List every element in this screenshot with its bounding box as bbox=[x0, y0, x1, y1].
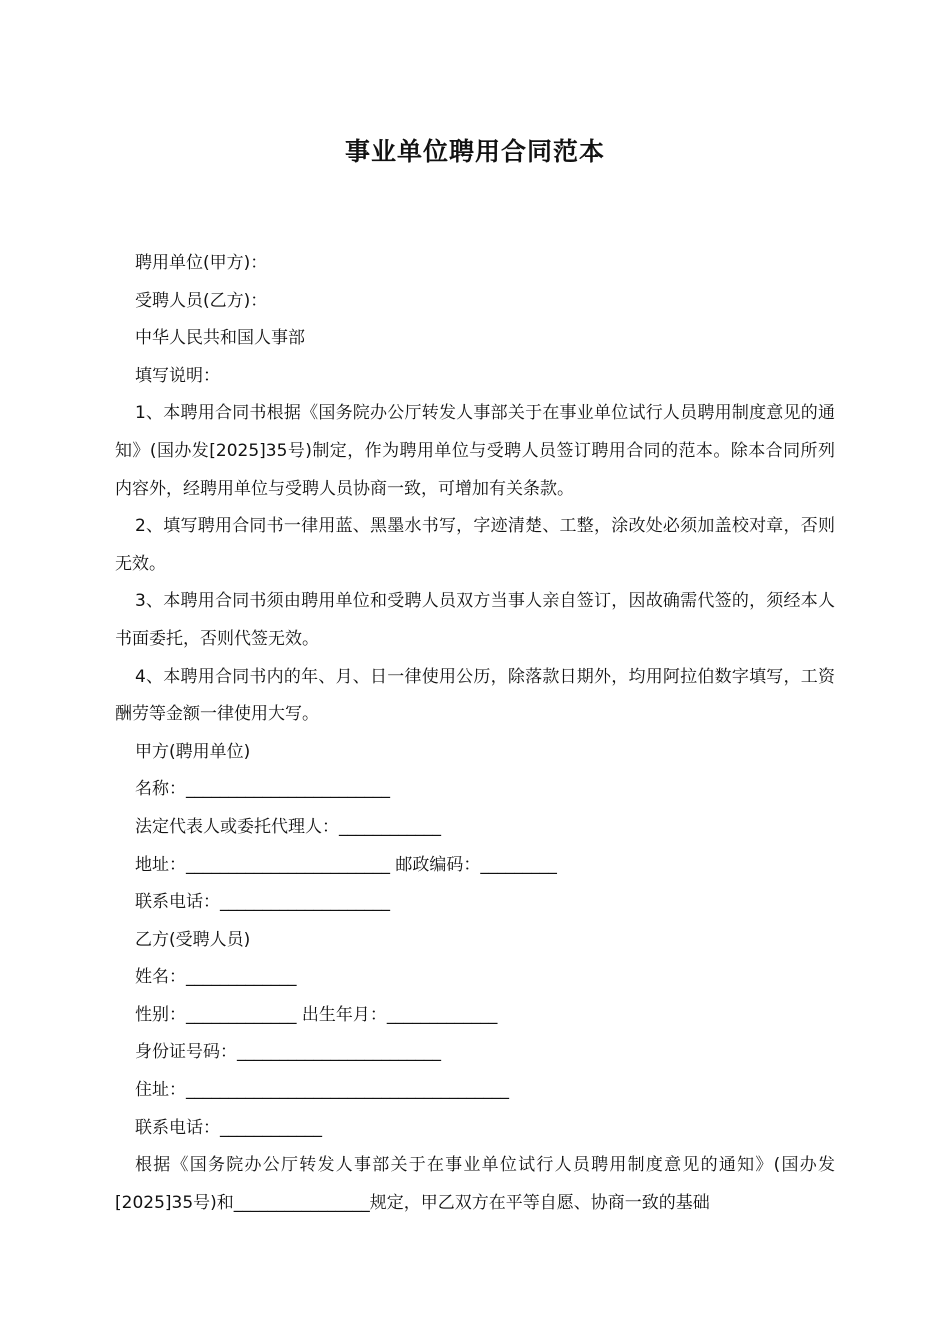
instruction-item-2: 2、填写聘用合同书一律用蓝、黑墨水书写，字迹清楚、工整，涂改处必须加盖校对章，否则无效。 bbox=[115, 516, 835, 574]
party-b-id-field: 身份证号码：________________________ bbox=[135, 1042, 441, 1063]
party-b-gender-birth-field: 性别：_____________ 出生年月：_____________ bbox=[135, 1004, 498, 1025]
party-a-phone-field: 联系电话：____________________ bbox=[135, 892, 390, 913]
party-b-name-field: 姓名：_____________ bbox=[135, 967, 297, 988]
party-b-address-field: 住址：______________________________________ bbox=[135, 1080, 509, 1101]
employee-line: 受聘人员(乙方)： bbox=[135, 290, 268, 311]
party-a-name-field: 名称：________________________ bbox=[135, 779, 390, 800]
instructions-heading: 填写说明： bbox=[135, 365, 220, 386]
ministry-line: 中华人民共和国人事部 bbox=[135, 328, 305, 349]
document-body bbox=[115, 245, 835, 1222]
instruction-item-1: 1、本聘用合同书根据《国务院办公厅转发人事部关于在事业单位试行人员聘用制度意见的通知》(国办发[2025]35号)制定，作为聘用单位与受聘人员签订聘用合同的范本。除本合同所列内容外，经聘用单位与受聘人员协商一致，可增加有关条款。 bbox=[115, 403, 835, 499]
party-a-address-field: 地址：________________________ 邮政编码：_________ bbox=[135, 854, 557, 875]
closing-paragraph: 根据《国务院办公厅转发人事部关于在事业单位试行人员聘用制度意见的通知》(国办发[2025]35号)和________________规定，甲乙双方在平等自愿、协商一致的基础 bbox=[115, 1155, 835, 1213]
document-title: 事业单位聘用合同范本 bbox=[344, 137, 605, 166]
party-a-representative-field: 法定代表人或委托代理人：____________ bbox=[135, 816, 441, 837]
party-b-heading: 乙方(受聘人员) bbox=[135, 929, 251, 950]
instruction-item-4: 4、本聘用合同书内的年、月、日一律使用公历，除落款日期外，均用阿拉伯数字填写，工资酬劳等金额一律使用大写。 bbox=[115, 666, 835, 725]
instruction-item-3: 3、本聘用合同书须由聘用单位和受聘人员双方当事人亲自签订，因故确需代签的，须经本人书面委托，否则代签无效。 bbox=[115, 591, 835, 649]
party-a-heading: 甲方(聘用单位) bbox=[135, 741, 251, 762]
party-b-phone-field: 联系电话：____________ bbox=[135, 1117, 322, 1138]
employer-line: 聘用单位(甲方)： bbox=[135, 253, 268, 273]
